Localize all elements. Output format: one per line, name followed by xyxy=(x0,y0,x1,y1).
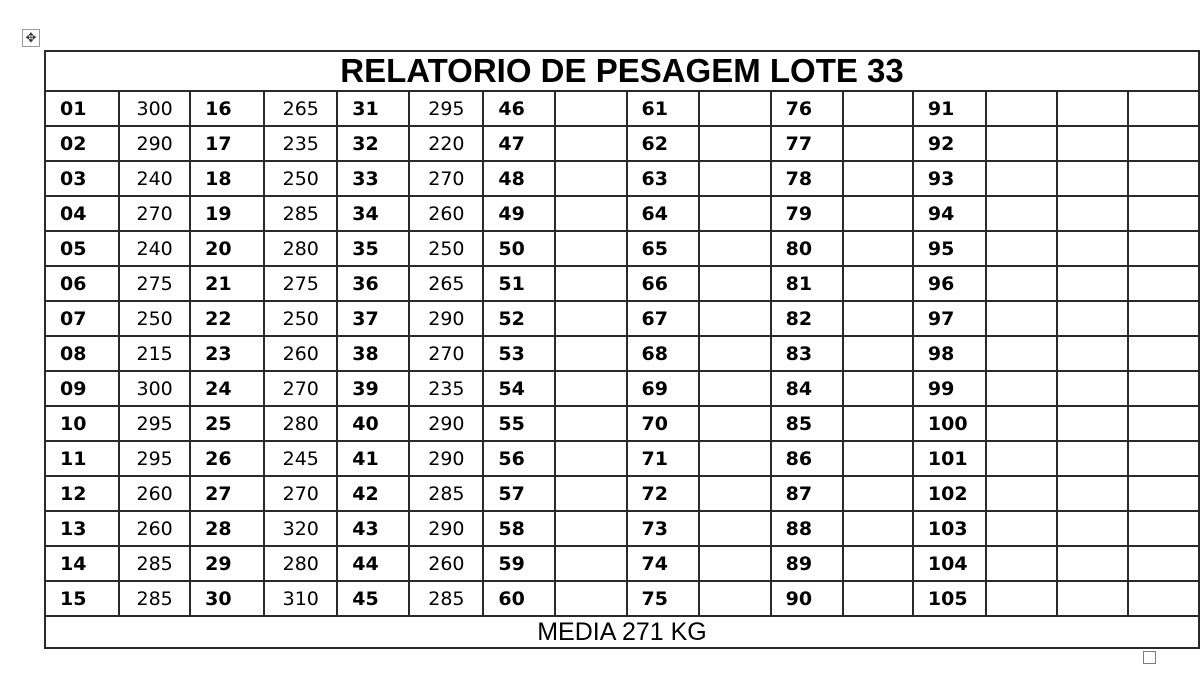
weight-cell: 260 xyxy=(409,196,483,231)
weight-cell xyxy=(555,231,627,266)
weight-cell xyxy=(1128,196,1199,231)
weight-cell xyxy=(986,301,1057,336)
animal-number-cell: 78 xyxy=(771,161,843,196)
weight-cell: 270 xyxy=(409,336,483,371)
animal-number-cell: 70 xyxy=(627,406,699,441)
weight-cell xyxy=(699,91,771,126)
weight-cell xyxy=(1128,91,1199,126)
animal-number-cell: 52 xyxy=(483,301,554,336)
weight-cell xyxy=(843,231,913,266)
weight-cell xyxy=(986,91,1057,126)
animal-number-cell: 95 xyxy=(913,231,986,266)
animal-number-cell: 44 xyxy=(337,546,409,581)
animal-number-cell: 15 xyxy=(45,581,119,616)
animal-number-cell: 38 xyxy=(337,336,409,371)
weight-cell: 290 xyxy=(119,126,190,161)
weight-cell: 260 xyxy=(119,511,190,546)
animal-number-cell: 18 xyxy=(190,161,264,196)
weight-cell xyxy=(843,511,913,546)
animal-number-cell: 43 xyxy=(337,511,409,546)
animal-number-cell: 96 xyxy=(913,266,986,301)
animal-number-cell: 51 xyxy=(483,266,554,301)
animal-number-cell: 88 xyxy=(771,511,843,546)
weight-cell: 285 xyxy=(264,196,337,231)
animal-number-cell: 72 xyxy=(627,476,699,511)
table-row xyxy=(45,196,1199,231)
weight-cell xyxy=(699,231,771,266)
animal-number-cell xyxy=(1057,441,1127,476)
animal-number-cell: 35 xyxy=(337,231,409,266)
animal-number-cell: 101 xyxy=(913,441,986,476)
weight-cell xyxy=(986,406,1057,441)
animal-number-cell: 21 xyxy=(190,266,264,301)
table-row xyxy=(45,581,1199,616)
animal-number-cell: 93 xyxy=(913,161,986,196)
weight-cell: 285 xyxy=(409,581,483,616)
animal-number-cell xyxy=(1057,91,1127,126)
animal-number-cell: 22 xyxy=(190,301,264,336)
animal-number-cell: 57 xyxy=(483,476,554,511)
weight-cell: 250 xyxy=(119,301,190,336)
animal-number-cell: 23 xyxy=(190,336,264,371)
weight-cell xyxy=(1128,546,1199,581)
animal-number-cell: 41 xyxy=(337,441,409,476)
weight-cell: 240 xyxy=(119,231,190,266)
weight-cell xyxy=(699,406,771,441)
weight-cell xyxy=(699,476,771,511)
weight-cell: 220 xyxy=(409,126,483,161)
weight-cell xyxy=(699,511,771,546)
weight-cell xyxy=(843,371,913,406)
weight-cell xyxy=(986,476,1057,511)
weight-cell: 290 xyxy=(409,406,483,441)
animal-number-cell: 19 xyxy=(190,196,264,231)
animal-number-cell: 97 xyxy=(913,301,986,336)
animal-number-cell: 58 xyxy=(483,511,554,546)
animal-number-cell: 77 xyxy=(771,126,843,161)
animal-number-cell xyxy=(1057,336,1127,371)
animal-number-cell: 26 xyxy=(190,441,264,476)
weight-cell xyxy=(699,441,771,476)
table-row xyxy=(45,301,1199,336)
weight-cell xyxy=(1128,511,1199,546)
animal-number-cell: 67 xyxy=(627,301,699,336)
weighing-report-table xyxy=(44,50,1200,649)
weight-cell xyxy=(1128,126,1199,161)
animal-number-cell: 46 xyxy=(483,91,554,126)
weight-cell xyxy=(555,91,627,126)
weight-cell xyxy=(555,196,627,231)
weight-cell: 260 xyxy=(119,476,190,511)
weight-cell: 250 xyxy=(264,161,337,196)
animal-number-cell: 54 xyxy=(483,371,554,406)
animal-number-cell: 12 xyxy=(45,476,119,511)
animal-number-cell: 64 xyxy=(627,196,699,231)
footer-row xyxy=(45,616,1199,648)
weight-cell xyxy=(555,406,627,441)
animal-number-cell: 13 xyxy=(45,511,119,546)
weight-cell xyxy=(843,196,913,231)
animal-number-cell: 48 xyxy=(483,161,554,196)
weight-cell: 270 xyxy=(409,161,483,196)
weight-cell xyxy=(843,476,913,511)
weight-cell: 235 xyxy=(409,371,483,406)
title-row xyxy=(45,51,1199,91)
weight-cell xyxy=(555,511,627,546)
weight-cell xyxy=(1128,266,1199,301)
animal-number-cell xyxy=(1057,581,1127,616)
weight-cell xyxy=(986,511,1057,546)
table-row xyxy=(45,406,1199,441)
weight-cell: 290 xyxy=(409,511,483,546)
weight-cell: 320 xyxy=(264,511,337,546)
animal-number-cell xyxy=(1057,231,1127,266)
weight-cell xyxy=(699,126,771,161)
weight-cell: 245 xyxy=(264,441,337,476)
table-row xyxy=(45,546,1199,581)
weight-cell xyxy=(699,581,771,616)
weight-cell xyxy=(843,161,913,196)
animal-number-cell: 60 xyxy=(483,581,554,616)
weight-cell xyxy=(1128,371,1199,406)
weight-cell xyxy=(555,441,627,476)
weight-cell xyxy=(843,266,913,301)
weight-cell xyxy=(555,476,627,511)
table-row xyxy=(45,511,1199,546)
animal-number-cell: 92 xyxy=(913,126,986,161)
animal-number-cell: 17 xyxy=(190,126,264,161)
animal-number-cell: 29 xyxy=(190,546,264,581)
weight-cell: 295 xyxy=(119,406,190,441)
animal-number-cell: 75 xyxy=(627,581,699,616)
animal-number-cell: 42 xyxy=(337,476,409,511)
animal-number-cell: 71 xyxy=(627,441,699,476)
weight-cell xyxy=(843,301,913,336)
animal-number-cell: 50 xyxy=(483,231,554,266)
weight-cell xyxy=(986,441,1057,476)
animal-number-cell: 36 xyxy=(337,266,409,301)
animal-number-cell: 83 xyxy=(771,336,843,371)
report-title: RELATORIO DE PESAGEM LOTE 33 xyxy=(45,51,1199,91)
animal-number-cell: 98 xyxy=(913,336,986,371)
animal-number-cell xyxy=(1057,301,1127,336)
weight-cell xyxy=(986,126,1057,161)
animal-number-cell: 79 xyxy=(771,196,843,231)
animal-number-cell: 69 xyxy=(627,371,699,406)
animal-number-cell: 49 xyxy=(483,196,554,231)
weight-cell: 310 xyxy=(264,581,337,616)
weight-cell xyxy=(1128,406,1199,441)
weight-cell: 275 xyxy=(264,266,337,301)
weight-cell xyxy=(555,301,627,336)
animal-number-cell: 25 xyxy=(190,406,264,441)
weight-cell xyxy=(986,581,1057,616)
weight-cell xyxy=(843,441,913,476)
animal-number-cell: 90 xyxy=(771,581,843,616)
animal-number-cell xyxy=(1057,371,1127,406)
animal-number-cell: 03 xyxy=(45,161,119,196)
weight-cell xyxy=(699,161,771,196)
animal-number-cell: 105 xyxy=(913,581,986,616)
table-row xyxy=(45,231,1199,266)
weight-cell xyxy=(986,161,1057,196)
animal-number-cell xyxy=(1057,406,1127,441)
weight-cell: 270 xyxy=(119,196,190,231)
weight-cell: 290 xyxy=(409,301,483,336)
animal-number-cell: 39 xyxy=(337,371,409,406)
animal-number-cell: 32 xyxy=(337,126,409,161)
table-row xyxy=(45,476,1199,511)
weight-cell: 265 xyxy=(409,266,483,301)
animal-number-cell: 11 xyxy=(45,441,119,476)
weight-cell: 275 xyxy=(119,266,190,301)
weight-cell: 260 xyxy=(264,336,337,371)
table-row xyxy=(45,371,1199,406)
animal-number-cell xyxy=(1057,161,1127,196)
animal-number-cell xyxy=(1057,196,1127,231)
animal-number-cell: 86 xyxy=(771,441,843,476)
animal-number-cell: 68 xyxy=(627,336,699,371)
animal-number-cell: 82 xyxy=(771,301,843,336)
animal-number-cell: 61 xyxy=(627,91,699,126)
animal-number-cell: 85 xyxy=(771,406,843,441)
weight-cell xyxy=(699,546,771,581)
animal-number-cell: 94 xyxy=(913,196,986,231)
table-move-handle-icon[interactable]: ✥ xyxy=(22,29,40,47)
animal-number-cell xyxy=(1057,476,1127,511)
animal-number-cell: 02 xyxy=(45,126,119,161)
animal-number-cell: 56 xyxy=(483,441,554,476)
table-row xyxy=(45,266,1199,301)
animal-number-cell: 73 xyxy=(627,511,699,546)
animal-number-cell: 33 xyxy=(337,161,409,196)
weight-cell xyxy=(1128,441,1199,476)
weight-cell xyxy=(555,371,627,406)
weight-cell xyxy=(555,581,627,616)
table-resize-handle-icon[interactable] xyxy=(1143,651,1156,664)
weight-cell xyxy=(699,336,771,371)
weight-cell xyxy=(699,266,771,301)
animal-number-cell: 66 xyxy=(627,266,699,301)
table-row xyxy=(45,126,1199,161)
weight-cell xyxy=(555,126,627,161)
animal-number-cell: 81 xyxy=(771,266,843,301)
animal-number-cell: 31 xyxy=(337,91,409,126)
table-row xyxy=(45,336,1199,371)
weight-cell: 285 xyxy=(119,546,190,581)
animal-number-cell: 47 xyxy=(483,126,554,161)
animal-number-cell: 24 xyxy=(190,371,264,406)
weight-cell xyxy=(1128,231,1199,266)
animal-number-cell: 45 xyxy=(337,581,409,616)
animal-number-cell: 63 xyxy=(627,161,699,196)
animal-number-cell: 80 xyxy=(771,231,843,266)
animal-number-cell: 09 xyxy=(45,371,119,406)
weight-cell xyxy=(986,196,1057,231)
weight-cell: 280 xyxy=(264,546,337,581)
animal-number-cell: 55 xyxy=(483,406,554,441)
weight-cell xyxy=(986,231,1057,266)
animal-number-cell: 04 xyxy=(45,196,119,231)
animal-number-cell: 87 xyxy=(771,476,843,511)
animal-number-cell: 62 xyxy=(627,126,699,161)
weight-cell: 260 xyxy=(409,546,483,581)
animal-number-cell: 10 xyxy=(45,406,119,441)
weight-cell: 295 xyxy=(119,441,190,476)
animal-number-cell: 34 xyxy=(337,196,409,231)
animal-number-cell: 76 xyxy=(771,91,843,126)
animal-number-cell: 30 xyxy=(190,581,264,616)
weight-cell xyxy=(986,546,1057,581)
animal-number-cell: 59 xyxy=(483,546,554,581)
weight-cell: 250 xyxy=(409,231,483,266)
weight-cell xyxy=(986,336,1057,371)
weight-cell xyxy=(699,371,771,406)
animal-number-cell: 40 xyxy=(337,406,409,441)
weight-cell: 290 xyxy=(409,441,483,476)
animal-number-cell: 16 xyxy=(190,91,264,126)
weight-cell xyxy=(1128,336,1199,371)
animal-number-cell: 07 xyxy=(45,301,119,336)
weight-cell xyxy=(1128,161,1199,196)
animal-number-cell: 84 xyxy=(771,371,843,406)
weight-cell xyxy=(699,301,771,336)
animal-number-cell: 89 xyxy=(771,546,843,581)
weight-cell: 295 xyxy=(409,91,483,126)
weight-cell: 280 xyxy=(264,406,337,441)
weight-cell: 215 xyxy=(119,336,190,371)
table-row xyxy=(45,441,1199,476)
animal-number-cell xyxy=(1057,511,1127,546)
animal-number-cell: 91 xyxy=(913,91,986,126)
weight-cell: 285 xyxy=(409,476,483,511)
animal-number-cell: 01 xyxy=(45,91,119,126)
weight-cell: 240 xyxy=(119,161,190,196)
weight-cell xyxy=(1128,476,1199,511)
animal-number-cell: 20 xyxy=(190,231,264,266)
weight-cell xyxy=(843,91,913,126)
weight-cell xyxy=(843,546,913,581)
weight-cell xyxy=(555,546,627,581)
weight-cell: 270 xyxy=(264,476,337,511)
animal-number-cell: 05 xyxy=(45,231,119,266)
weight-cell xyxy=(986,371,1057,406)
animal-number-cell: 100 xyxy=(913,406,986,441)
animal-number-cell: 65 xyxy=(627,231,699,266)
weight-cell xyxy=(843,581,913,616)
weight-cell xyxy=(843,336,913,371)
weight-cell: 300 xyxy=(119,91,190,126)
weight-cell xyxy=(1128,581,1199,616)
animal-number-cell: 08 xyxy=(45,336,119,371)
weight-cell xyxy=(986,266,1057,301)
weight-cell xyxy=(555,266,627,301)
weight-cell: 300 xyxy=(119,371,190,406)
animal-number-cell: 53 xyxy=(483,336,554,371)
animal-number-cell: 14 xyxy=(45,546,119,581)
weight-cell: 250 xyxy=(264,301,337,336)
weight-cell: 285 xyxy=(119,581,190,616)
weight-cell: 235 xyxy=(264,126,337,161)
animal-number-cell: 06 xyxy=(45,266,119,301)
table-row xyxy=(45,161,1199,196)
animal-number-cell: 102 xyxy=(913,476,986,511)
weight-cell xyxy=(843,406,913,441)
animal-number-cell: 27 xyxy=(190,476,264,511)
table-row xyxy=(45,91,1199,126)
animal-number-cell: 37 xyxy=(337,301,409,336)
average-weight-footer: MEDIA 271 KG xyxy=(45,616,1199,648)
weight-cell xyxy=(555,336,627,371)
animal-number-cell xyxy=(1057,126,1127,161)
weight-cell xyxy=(843,126,913,161)
weight-cell: 265 xyxy=(264,91,337,126)
animal-number-cell xyxy=(1057,546,1127,581)
animal-number-cell: 103 xyxy=(913,511,986,546)
weight-cell: 270 xyxy=(264,371,337,406)
weight-cell xyxy=(699,196,771,231)
animal-number-cell: 74 xyxy=(627,546,699,581)
animal-number-cell: 99 xyxy=(913,371,986,406)
animal-number-cell xyxy=(1057,266,1127,301)
weight-cell: 280 xyxy=(264,231,337,266)
weight-cell xyxy=(1128,301,1199,336)
animal-number-cell: 104 xyxy=(913,546,986,581)
weight-cell xyxy=(555,161,627,196)
animal-number-cell: 28 xyxy=(190,511,264,546)
